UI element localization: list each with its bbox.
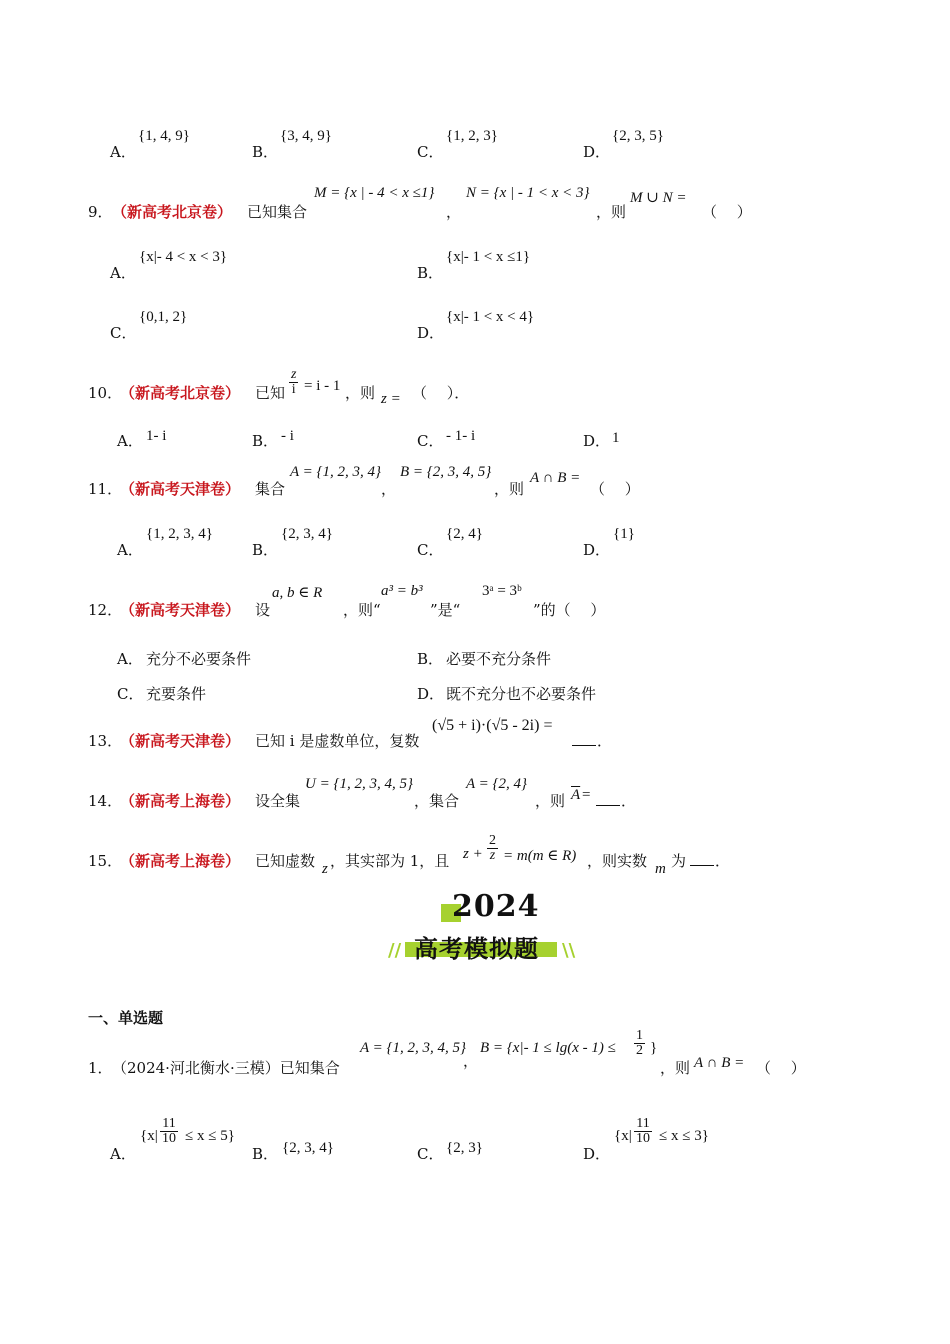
- q9-option-c: {0,1, 2}: [139, 309, 188, 325]
- q9-option-d: {x|- 1 < x < 4}: [446, 309, 535, 325]
- q15-fraction: [487, 834, 498, 863]
- q15-expr-post: = m(m ∈ R): [503, 848, 577, 864]
- q15-tail: ．: [715, 852, 731, 870]
- m1-option-d-den: 10: [636, 1131, 650, 1146]
- q12-number: 12．: [88, 601, 123, 619]
- q11-sep: ，: [381, 480, 397, 498]
- m1-set-b-num: 1: [636, 1028, 643, 1043]
- m1-option-a-num: 11: [160, 1117, 178, 1132]
- m1-option-d-pre: {x|: [614, 1128, 632, 1144]
- m1-expr: A ∩ B =: [694, 1055, 745, 1071]
- m1-option-d-label: D．: [583, 1145, 611, 1163]
- q9-option-b: {x|- 1 < x ≤1}: [446, 249, 531, 265]
- q9-sep: ，: [446, 203, 462, 221]
- q10-option-a-label: A．: [117, 432, 143, 450]
- q8-option-d-label: D．: [583, 143, 611, 161]
- q11-option-a: {1, 2, 3, 4}: [146, 526, 213, 542]
- q10-then: ，则: [345, 384, 376, 402]
- q14-set-u: U = {1, 2, 3, 4, 5}: [305, 776, 413, 792]
- q8-option-d: {2, 3, 5}: [612, 128, 664, 144]
- q12-option-b-label: B．: [417, 650, 444, 668]
- q11-option-d-label: D．: [583, 541, 611, 559]
- m1-option-b: {2, 3, 4}: [282, 1140, 334, 1156]
- q11-option-c: {2, 4}: [446, 526, 483, 542]
- q11-source: （新高考天津卷）: [120, 480, 241, 498]
- q15-var-m: m: [655, 861, 666, 877]
- q10-option-b: - i: [281, 428, 294, 444]
- q11-option-c-label: C．: [417, 541, 444, 559]
- m1-option-c: {2, 3}: [446, 1140, 483, 1156]
- q15-answer-blank: [690, 851, 714, 870]
- q10-option-b-label: B．: [252, 432, 279, 450]
- q10-frac-den: i: [291, 382, 296, 397]
- q11-expr: A ∩ B =: [530, 470, 581, 486]
- q14-number: 14．: [88, 792, 123, 810]
- q12-stem: 设: [255, 601, 271, 619]
- q9-option-c-label: C．: [110, 324, 137, 342]
- q12-option-d: 既不充分也不必要条件: [446, 685, 597, 703]
- m1-option-d-fraction: [634, 1117, 652, 1146]
- q12-option-c: 充要条件: [146, 685, 207, 703]
- q11-then: ，则: [494, 480, 525, 498]
- q14-stem: 设全集: [255, 792, 301, 810]
- q15-number: 15．: [88, 852, 123, 870]
- q8-option-c-label: C．: [417, 143, 444, 161]
- q10-option-a: 1- i: [146, 428, 167, 444]
- q9-set-n: N = {x | - 1 < x < 3}: [466, 185, 590, 201]
- q10-expr: z =: [381, 391, 401, 407]
- m1-option-c-label: C．: [417, 1145, 444, 1163]
- q13-source: （新高考天津卷）: [120, 732, 241, 750]
- q15-mid: ，其实部为 1，且: [330, 852, 450, 870]
- q15-frac-num: 2: [489, 833, 496, 848]
- m1-number: 1．: [88, 1059, 113, 1077]
- q9-expr: M ∪ N =: [630, 190, 687, 206]
- m1-option-a-fraction: [160, 1117, 178, 1146]
- q10-source: （新高考北京卷）: [120, 384, 241, 402]
- q15-expr-pre: z +: [463, 846, 483, 862]
- q9-paren: （ ）: [702, 203, 752, 221]
- q11-stem: 集合: [255, 480, 286, 498]
- m1-set-b-den: 2: [636, 1043, 643, 1058]
- q14-then: ，则: [535, 792, 566, 810]
- q9-option-b-label: B．: [417, 264, 444, 282]
- q15-var-z: z: [322, 861, 328, 877]
- q14-mid: ，集合: [414, 792, 460, 810]
- q10-stem: 已知: [255, 384, 286, 402]
- q13-tail: ．: [597, 732, 613, 750]
- q8-option-b-label: B．: [252, 143, 279, 161]
- banner-right-slash-icon: \\: [562, 940, 576, 961]
- q13-expr: (√5 + i)·(√5 - 2i) =: [432, 717, 553, 734]
- m1-set-b-pre: B = {x|- 1 ≤ lg(x - 1) ≤: [480, 1040, 616, 1056]
- q11-option-a-label: A．: [117, 541, 143, 559]
- q9-source: （新高考北京卷）: [112, 203, 233, 221]
- q10-paren: （ ）．: [412, 384, 470, 402]
- q12-source: （新高考天津卷）: [120, 601, 241, 619]
- q11-option-b: {2, 3, 4}: [281, 526, 333, 542]
- q14-source: （新高考上海卷）: [120, 792, 241, 810]
- q10-fraction: [289, 368, 298, 397]
- m1-sep: ，: [463, 1052, 479, 1070]
- m1-option-a-pre: {x|: [140, 1128, 158, 1144]
- q10-number: 10．: [88, 384, 123, 402]
- q10-option-d-label: D．: [583, 432, 611, 450]
- q12-cond2: a³ = b³: [381, 583, 423, 599]
- m1-option-b-label: B．: [252, 1145, 279, 1163]
- q10-frac-num: z: [291, 367, 297, 382]
- q13-answer-blank: [572, 731, 596, 750]
- q12-then: ，则“: [343, 601, 381, 619]
- q9-stem: 已知集合: [247, 203, 308, 221]
- q10-option-d: 1: [612, 430, 620, 446]
- q11-option-b-label: B．: [252, 541, 279, 559]
- q9-option-a-label: A．: [110, 264, 136, 282]
- q12-cond3: 3ᵃ = 3ᵇ: [482, 583, 522, 599]
- q8-option-a: {1, 4, 9}: [138, 128, 190, 144]
- m1-option-d-post: ≤ x ≤ 3}: [659, 1128, 709, 1144]
- banner-title: 高考模拟题: [414, 935, 539, 963]
- m1-option-a-den: 10: [162, 1131, 176, 1146]
- q12-option-b: 必要不充分条件: [446, 650, 552, 668]
- m1-set-b-fraction: [634, 1029, 645, 1058]
- m1-option-a-post: ≤ x ≤ 5}: [185, 1128, 235, 1144]
- q12-cond1: a, b ∈ R: [272, 585, 323, 601]
- m1-option-d-num: 11: [634, 1117, 652, 1132]
- q9-option-d-label: D．: [417, 324, 445, 342]
- q14-tail: ．: [621, 792, 637, 810]
- q12-option-c-label: C．: [117, 685, 144, 703]
- q11-number: 11．: [88, 480, 123, 498]
- q11-paren: （ ）: [590, 480, 640, 498]
- q9-number: 9．: [88, 203, 113, 221]
- q11-set-a: A = {1, 2, 3, 4}: [290, 464, 382, 480]
- m1-set-b-post: }: [650, 1040, 658, 1056]
- q15-then: ，则实数: [587, 852, 648, 870]
- m1-source: （2024·河北衡水·三模）已知集合: [112, 1059, 340, 1077]
- m1-then: ，则: [660, 1059, 691, 1077]
- q8-option-c: {1, 2, 3}: [446, 128, 498, 144]
- m1-option-a-label: A．: [110, 1145, 136, 1163]
- q9-option-a: {x|- 4 < x < 3}: [139, 249, 228, 265]
- q15-stem: 已知虚数: [255, 852, 316, 870]
- q15-tail-pre: 为: [671, 852, 687, 870]
- q8-option-b: {3, 4, 9}: [280, 128, 332, 144]
- q13-stem: 已知 i 是虚数单位，复数: [255, 732, 420, 750]
- q15-frac-den: z: [489, 848, 496, 863]
- q14-answer-blank: [596, 791, 620, 810]
- q14-expr-complement: $\overline{A}$: [571, 787, 581, 803]
- m1-paren: （ ）: [756, 1059, 806, 1077]
- banner-year: 2024: [452, 889, 540, 924]
- q11-set-b: B = {2, 3, 4, 5}: [400, 464, 492, 480]
- q12-mid: ”是“: [430, 601, 461, 619]
- q12-option-a-label: A．: [117, 650, 143, 668]
- q15-source: （新高考上海卷）: [120, 852, 241, 870]
- section-title: 一、单选题: [88, 1009, 164, 1027]
- q13-number: 13．: [88, 732, 123, 750]
- q8-option-a-label: A．: [110, 143, 136, 161]
- q9-set-m: M = {x | - 4 < x ≤1}: [314, 185, 435, 201]
- m1-set-a: A = {1, 2, 3, 4, 5}: [360, 1040, 467, 1056]
- q12-option-a: 充分不必要条件: [146, 650, 252, 668]
- banner-left-slash-icon: //: [388, 940, 402, 961]
- q12-tail: ”的（ ）: [533, 601, 606, 619]
- q12-option-d-label: D．: [417, 685, 445, 703]
- q9-then: ，则: [596, 203, 627, 221]
- q14-expr-eq: =: [582, 787, 591, 803]
- q10-option-c-label: C．: [417, 432, 444, 450]
- q10-rhs: = i - 1: [304, 378, 341, 394]
- q10-option-c: - 1- i: [446, 428, 476, 444]
- q11-option-d: {1}: [613, 526, 635, 542]
- q14-set-a: A = {2, 4}: [466, 776, 528, 792]
